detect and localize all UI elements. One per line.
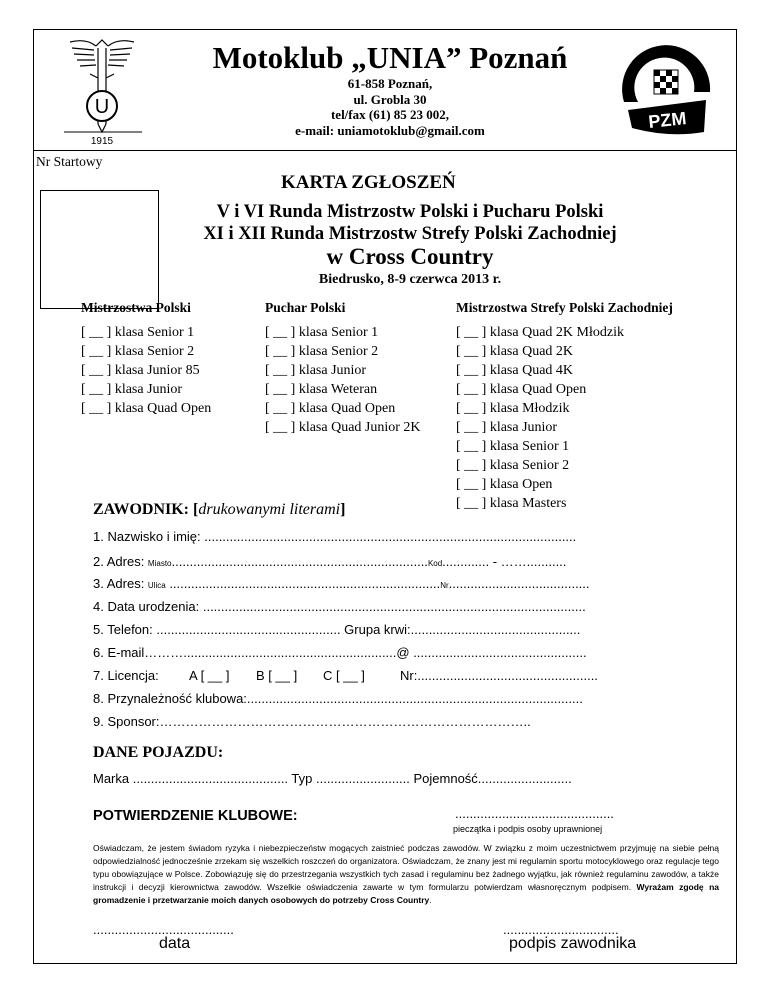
class-option[interactable]: [ __ ] klasa Quad 4K (456, 363, 574, 378)
club-address (230, 76, 550, 138)
field-label: 2. Adres: (93, 554, 148, 569)
signature-label: podpis zawodnika (509, 935, 637, 952)
club-title: Motoklub „UNIA” Poznań (212, 40, 568, 75)
field-sponsor[interactable]: 9. Sponsor:………………………………………………………………………….. (93, 714, 531, 729)
declaration-text (93, 842, 719, 907)
bracket-open: [ (189, 501, 199, 518)
field-license (93, 668, 598, 683)
field-address-street[interactable] (93, 576, 590, 591)
column-heading-mspz: Mistrzostwa Strefy Polski Zachodniej (456, 300, 673, 315)
date-dots[interactable]: ....................................... (93, 922, 234, 937)
event-line-2: XI i XII Runda Mistrzostw Strefy Polski Zachodniej (203, 224, 617, 244)
logo-year: 1915 (90, 136, 114, 146)
zawodnik-heading (93, 501, 345, 519)
license-c[interactable]: C [ __ ] (323, 668, 365, 683)
class-option[interactable]: [ __ ] klasa Masters (456, 496, 567, 511)
field-dots: ....................................................................... (171, 554, 428, 569)
class-option[interactable]: [ __ ] klasa Quad Open (456, 382, 587, 397)
class-option[interactable]: [ __ ] klasa Junior (81, 382, 183, 397)
class-option[interactable]: [ __ ] klasa Senior 1 (81, 325, 195, 340)
pzm-text: PZM (647, 108, 688, 132)
vehicle-heading: DANE POJAZDU: (93, 744, 224, 761)
field-club[interactable]: 8. Przynależność klubowa:............................................................................................. (93, 691, 583, 706)
club-confirmation-heading: POTWIERDZENIE KLUBOWE: (93, 808, 298, 824)
address-line: ul. Grobla 30 (353, 91, 427, 107)
class-option[interactable]: [ __ ] klasa Senior 2 (456, 458, 570, 473)
class-option[interactable]: [ __ ] klasa Quad Junior 2K (265, 420, 421, 435)
date-label: data (159, 935, 191, 952)
address-line: tel/fax (61) 85 23 002, (330, 107, 450, 122)
bracket-close: ] (340, 501, 346, 518)
unia-logo-icon (52, 34, 152, 146)
header-divider (33, 150, 737, 151)
license-label: 7. Licencja: (93, 668, 159, 683)
column-heading-mp: Mistrzostwa Polski (81, 300, 191, 315)
form-title: KARTA ZGŁOSZEŃ (281, 172, 456, 193)
column-heading-pp: Puchar Polski (265, 300, 346, 315)
address-line: e-mail: uniamotoklub@gmail.com (295, 122, 485, 138)
class-option[interactable]: [ __ ] klasa Open (456, 477, 553, 492)
pzm-logo-icon (614, 40, 722, 140)
zawodnik-label: ZAWODNIK: (93, 501, 190, 518)
class-list-mspz (456, 323, 624, 513)
class-option[interactable]: [ __ ] klasa Junior 85 (81, 363, 200, 378)
class-option[interactable]: [ __ ] klasa Quad Open (81, 401, 212, 416)
event-line-1: V i VI Runda Mistrzostw Polski i Pucharu Polski (216, 202, 604, 222)
class-option[interactable]: [ __ ] klasa Senior 1 (265, 325, 379, 340)
declaration-end: . (429, 895, 432, 905)
class-option[interactable]: [ __ ] klasa Quad 2K Młodzik (456, 325, 624, 340)
field-sublabel: Miasto (147, 559, 172, 568)
field-dots: ........................................................................... (165, 576, 441, 591)
signature-dots[interactable]: ................................ (503, 922, 619, 937)
address-line: 61-858 Poznań, (347, 76, 433, 91)
declaration-consent: Wyrażam zgodę na gromadzenie i przetwarzanie moich danych osobowych do potrzeby Cross Country (93, 882, 719, 905)
field-phone-blood[interactable]: 5. Telefon: ................................................... Grupa krwi:............................................... (93, 622, 581, 637)
class-option[interactable]: [ __ ] klasa Senior 2 (265, 344, 379, 359)
field-address-city[interactable] (93, 554, 566, 569)
field-dots: ....................................... (448, 576, 590, 591)
field-birth-date[interactable]: 4. Data urodzenia: .......................................................................................................... (93, 599, 586, 614)
class-option[interactable]: [ __ ] klasa Junior (265, 363, 367, 378)
vehicle-line[interactable]: Marka ........................................... Typ .......................... Pojemność.......................... (93, 771, 572, 786)
field-email[interactable]: 6. E-mail………...........................................................@ ................................................ (93, 645, 587, 660)
license-b[interactable]: B [ __ ] (256, 668, 298, 683)
logo-letter: U (94, 96, 110, 118)
event-subtitle: w Cross Country (326, 244, 494, 269)
stamp-dots[interactable]: ............................................ (455, 806, 614, 821)
class-option[interactable]: [ __ ] klasa Młodzik (456, 401, 570, 416)
nr-startowy-label: Nr Startowy (36, 154, 103, 169)
event-date: Biedrusko, 8-9 czerwca 2013 r. (318, 272, 502, 287)
field-label: 3. Adres: (93, 576, 148, 591)
class-option[interactable]: [ __ ] klasa Senior 1 (456, 439, 570, 454)
class-option[interactable]: [ __ ] klasa Quad Open (265, 401, 396, 416)
zawodnik-note: drukowanymi literami (198, 501, 341, 518)
class-option[interactable]: [ __ ] klasa Quad 2K (456, 344, 574, 359)
declaration-body: Oświadczam, że jestem świadom ryzyka i niebezpieczeństw mogących zaistnieć podczas zawodów. W związku z moim uczestnictwem przyjmuję na siebie pełną odpowiedzialność jednocześnie zrzekam się wszelkich roszczeń do organizatora. Oświadczam, że znany jest mi regulamin sportu motocyklowego oraz regulacje tego typu obowiązujące w Polsce. Zobowiązuję się do przestrzegania wszystkich tych zasad i regulaminu bez żadnego wyjątku, jak również regulaminu zawodów, a także instrukcji i decyzji kierownictwa zawodów. Wszelkie oświadczenia zawarte w tym formularzu potwierdzam własnoręcznym podpisem. (93, 843, 719, 892)
class-list-pp (265, 323, 421, 437)
class-option[interactable]: [ __ ] klasa Senior 2 (81, 344, 195, 359)
stamp-caption: pieczątka i podpis osoby uprawnionej (453, 824, 603, 834)
class-option[interactable]: [ __ ] klasa Junior (456, 420, 558, 435)
license-nr[interactable]: Nr:.................................................. (400, 668, 598, 683)
class-list-mp (81, 323, 211, 418)
field-dots: ............. - ……........... (442, 554, 567, 569)
field-name[interactable]: 1. Nazwisko i imię: ....................................................................................................... (93, 529, 577, 544)
class-option[interactable]: [ __ ] klasa Weteran (265, 382, 378, 397)
license-a[interactable]: A [ __ ] (189, 668, 230, 683)
field-sublabel: Ulica (147, 581, 166, 590)
field-sublabel: Kod (427, 559, 443, 568)
field-sublabel: Nr (440, 581, 449, 590)
